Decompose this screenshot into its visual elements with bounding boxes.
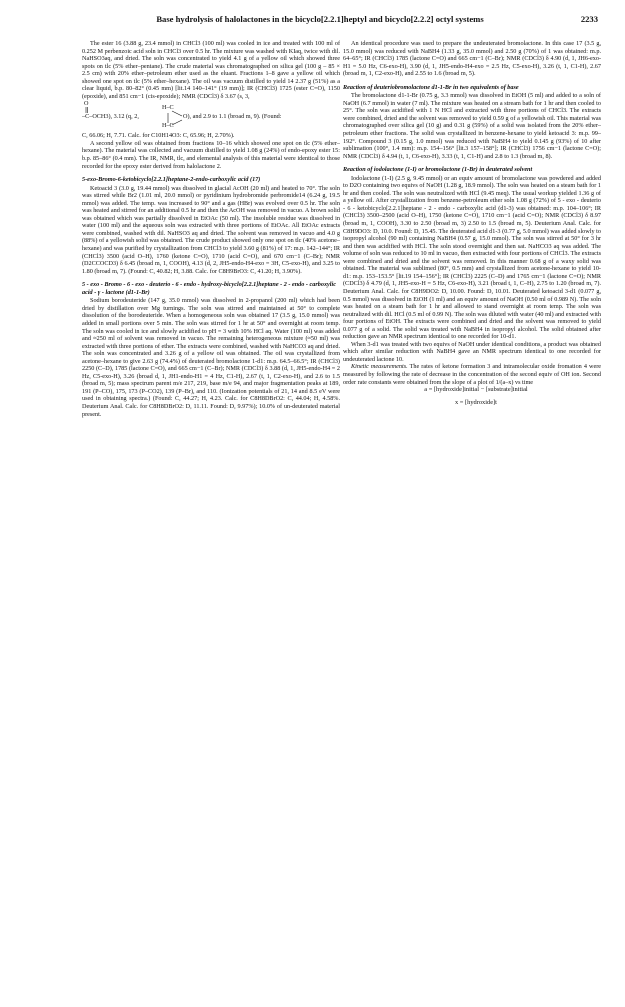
paragraph-undeuterated-bromolactone: An identical procedure was used to prepare the undeuterated bromolactone. In this case 17 (3.5 g, 15.0 mmol) was reduced with NaBH4 (1.33 g, 35.0 mmol) and 2.50 g (70%) of 1 was obtained: m.p. 64–65°; IR (CHCl3) 1785 (lactone C=O) and 665 cm−1 (C–Br); NMR (CDCl3) δ 4.90 (d, 1, JH6-exo-H1 = 5.0 Hz, C6-exo-H), 3.90 (d, 1, JH5-endo-H4-exo = 2.5 Hz, C5-exo-H), 3.26 (t, 1, C1-H), 2.67 (broad m, 1, C2-exo-H), and 2.55 to 1.6 (broad m, 5).: [343, 40, 601, 78]
equation-a: a = [hydroxide]initial − [substrate]initial: [424, 386, 528, 394]
section-heading-deuterio-lactone: 5 - exo - Bromo - 6 - exo - deuterio - 6 - endo - hydroxy-bicyclo[2.2.1]heptane - 2 - endo - carboxylic acid - γ - lactone (d1-1-Br): [82, 281, 336, 296]
paragraph-endo-epoxy-ester: A second yellow oil was obtained from fractions 10–16 which showed one spot on tlc (5% ether–hexane). The material was collected and vacuum distilled to yield 1.08 g (24%) of endo-epoxy ester 15: b.p. 85–86° (0.4 mm). The IR, NMR, tlc, and elemental analysis of this material were identical to those recorded for the epoxy ester derived from halolactone 2.: [82, 139, 340, 170]
paragraph-base-reaction: The bromolactone d1-1-Br (0.75 g, 3.3 mmol) was dissolved in EtOH (5 ml) and added to a soln of NaOH (6.7 mmol) in water (7 ml). The mixture was heated on a stream bath for 1 hr and then cooled to 25°. The soln was acidified with 1 N HCl and extracted with three portions of CHCl3. The extracts were combined, dried and the solvent was removed to yield 0.59 g of a yellowish oil. This material was chromatographed over silica gel (10 g) and 0.31 g (59%) of a solid was isolated from the 20% ether–petroleum ether fractions. The solid was crystallized in benzene-hexane to yield ketoacid 3: m.p. 99–192°. Compound 3 (0.15 g, 1.0 mmol) was reduced with NaBH4 to yield 0.145 g (93%) of 10 after sublimation (100°, 1.4 mm): m.p. 154–156° [lit.3 157–158°]; IR (CHCl3) 1756 cm−1 (lactone C=O); NMR (CDCl3) δ 4.94 (t, 1, C6-exo-H), 3.33 (t, 1, C1-H) and 2.8 to 1.3 (broad m, 8).: [343, 92, 601, 160]
paragraph-epoxy-ester: The ester 16 (3.88 g, 23.4 mmol) in CHCl3 (100 ml) was cooled in ice and treated with 100 ml of 0.252 M perbenzoic acid soln in CHCl3 over 0.5 hr. The mixture was washed with KIaq, twice with dil. NaHSO3aq, and dried. The soln was concentrated to yield 4.1 g of a yellow oil which showed three spots on tlc (5% ether–pentane). The crude material was chromatographed on silica gel (100 g – 85 × 2.5 cm) with 20% ether–petroleum ether used as the eluant. Fractions 1–8 gave a yellow oil which showed one spot on tlc (5% ether–hexane). The oil was vacuum distilled to yield 14 2.37 g (51%) as a clear liquid, b.p. 80–82° (0.45 mm) [lit.14 140–141° (19 mm)]; IR (CHCl3) 1725 (ester C=O), 1150 (epoxide), and 851 cm−1 (cis-epoxide); NMR (CDCl3) δ 3.67 (s, 3,: [82, 40, 340, 100]
carbonyl-oxygen-label: O: [84, 100, 89, 108]
epoxide-bottom-carbon-label: H–C: [162, 122, 174, 130]
kinetic-text: The rates of ketone formation 3 and intramolecular oxide fromation 4 were measured by following the rate of decrease in the concentration of the second equiv of OH ion. Second order rate constants were obtained from the slope of a plot of 1/(a–x) vs time: [343, 363, 601, 386]
section-heading-two-equivalents-base: Reaction of deuteriobromolactone d1-1-Br in two equivalents of base: [343, 83, 519, 91]
page-number: 2233: [580, 14, 598, 24]
right-column: [343, 40, 601, 990]
paragraph-analysis: C, 66.06; H, 7.71. Calc. for C10H14O3: C, 65.96; H, 2.70%).: [82, 132, 235, 140]
paragraph-kinetic-measurements: [343, 363, 601, 386]
paragraph-ketoacid-bromination: Ketoacid 3 (3.0 g, 19.44 mmol) was dissolved in glacial AcOH (20 ml) and heated to 70°. The soln was stirred while Br2 (1.01 ml, 20.0 mmol) or pyridinium hydrobromide perbromide14 (6.24 g, 19.5 mmol) was added. The temp. was increased to 90° and a gas (HBr) was evolved over 0.5 hr. The soln was heated and stirred for an additional 0.5 hr and then the AcOH was removed in vacuo. A brown solid was obtained which was partially dissolved in EtOAc (50 ml). The insoluble residue was dissolved in water (100 ml) and the aqueous soln was extracted with three portions of EtOAc. All EtOAc extracts were combined, washed with dil. NaHSO3 aq and dried. The solvent was removed in vacuo and 4.0 g (88%) of a yellowish solid was obtained. The crude product showed only one spot on tlc (40% acetone–hexane) and was purified by crystallization from CHCl3 to yield 3.60 g (81%) of 17: m.p. 142–144°; IR (CHCl3) 3500 (acid O–H), 1760 (ketone C=O), 1710 (acid C=O), and 670 cm−1 (C–Br); NMR (D2CCOCD3) δ 6.45 (broad m, 1, COOH), 4.13 (d, 2, JH5-endo-H4-exo = 3H, C5-exo-H), and 3.25 to 1.80 (broad m, 7). (Found: C, 40.82; H, 3.88. Calc. for C8H9BrO3: C, 41.20; H, 3.90%).: [82, 184, 340, 275]
section-heading-bromo-ketobicyclo: 5-exo-Bromo-6-ketobicyclo[2.2.1]heptane-2-endo-carboxylic acid (17): [82, 176, 261, 184]
epoxide-top-carbon-label: H–C: [162, 104, 174, 112]
equation-x: x = [hydroxide]t: [455, 398, 497, 406]
running-title: Base hydrolysis of halolactones in the bicyclo[2.2.1]heptyl and bicyclo[2.2.2] octyl systems: [156, 14, 484, 24]
epoxide-ester-structure: [82, 101, 340, 131]
paragraph-two-equivs-naoh: When 3-d1 was treated with two equivs of NaOH under identical conditions, a product was obtained which after similar reduction with NaBH4 gave an NMR spectrum identical to one recorded for undeuterated lactone 10.: [343, 340, 601, 363]
paragraph-deuterated-solvent-reaction: Iodolactone (1-I) (2.5 g, 9.45 mmol) or an equiv amount of bromolactone was powdered and added to D2O containing two equivs of NaOH (1.28 g, 18.9 mmol). The soln was heated on a steam bath for 1 hr and then cooled. The soln was neutralized with HCl (9.45 meq). The usual workup yielded 1.36 g of a yellow oil. After crystallization from benzene-petroleum ether soln 1.08 g (72%) of 5 - exo - deuterio - 6 - ketobicyclo[2.2.1]heptane - 2 - endo - carboxylic acid (d1-3) was obtained: m.p. 104–106°; IR (CHCl3) 3500–2500 (acid O–H), 1750 (ketone C=O), 1710 cm−1 (acid C=O); NMR (CDCl3) δ 8.97 (broad m, 1, COOH), 3.30 to 2.50 (broad m, 3) 2.50 to 1.5 (broad m, 5). Deuterium Anal. Calc. for C8H9DO3: D, 10.0. Found: D, 15.45. The deuterated acid d1-3 (0.77 g, 5.0 mmol) was added slowly to isopropyl alcohol (90 ml) containing NaBH4 (0.57 g, 15.0 mmol). The soln was stirred at 50° for 3 hr and then was acidified with HCl. The soln stood overnight and then sat. NaHCO3 aq was added. The volume of soln was reduced to 10 ml in vacuo, then extracted with four portions of CHCl3. The extracts were combined and dried and the solvent was removed. In this manner 0.68 g of a waxy solid was obtained. The material was sublimed (80°, 0.5 mm) and crystallized from acetone-hexane to yield 10-d1: m.p. 153–153.5° [lit.19 154–156°]; IR (CHCl3) 2225 (C–D) and 1765 cm−1 (lactone C=O); NMR (CDCl3) δ 4.79 (d, 1, JH5-exo-H = 5 Hz, C6-exo-H), 3.21 (broad t, 1, C–H), 2.75 to 1.20 (broad m, 7). Deuterium Anal. Calc. for C8H9DO2: D, 10.00. Found: D, 10.01. Deuterated ketoacid 3-d1 (0.077 g, 0.5 mmol) was dissolved in EtOH (1 ml) and an equiv amount of NaOH (0.50 ml of 0.989 N). The soln was heated on a steam bath for 1 hr and allowed to stand overnight at room temp. The soln was neutralized with dil. HCl (0.5 ml of 0.99 N). The soln was diluted with water (40 ml) and extracted with four portions of EtOH. The extracts were combined and dried and the solvent was removed to yield 0.077 g of a solid. The solid was treated with NaBH4 in isopropyl alcohol. The solid obtained after reduction gave an NMR spectrum identical to one recorded for 10-d1.: [343, 174, 601, 341]
paragraph-borodeuteride-reduction: Sodium borodeuteride (147 g, 35.0 mmol) was dissolved in 2-propanol (200 ml) which had been dried by distillation over Mg turnings. The soln was stirred and maintained at 50° to complete dissolution of the borodeuteride. When a homogeneous soln was obtained 17 (3.5 g, 15.0 mmol) was added in small portions over 5 min. The soln was stirred for 1 hr at 50° and overnight at room temp. The soln was cooled in ice and slowly acidified to pH = 3 with 10% HCl aq. Water (100 ml) was added and ≈250 ml of solvent was removed in vacuo. The remaining heterogeneous mixture (≈50 ml) was extracted with three portions of ether. The extracts were combined, washed with NaHCO3 aq and dried. The soln was concentrated and 3.26 g of a yellow oil was obtained. The oil was crystallized from acetone–hexane to give 2.63 g (74.4%) of deuterated bromolactone 1-d1: m.p. 64.5–66.5°; IR (CHCl3) 2250 (C–D), 1785 (lactone C=O), and 665 cm−1 (C–Br); NMR (CDCl3) δ 3.88 (d, 1, JH5-endo-H4 = 2 Hz, C5-exo-H), 3.26 (broad d, 1, JH1-endo-H1 = 4 Hz, C1-H), 2.67 (t, 1, C2-exo-H), and 2.6 to 1.5 (broad m, 5); mass spectrum parent m/e 217, 219, base m/e 94, and major fragmentation peaks at 189, 191 (P–CO), 175, 173 (P–CO2), 139 (P–Br), and 110. (Ionization potentials of 21, 14 and 8.5 eV were used in obtaining spectra.) (Found: C, 44.27; H, 4.23. Calc. for C8H8DBrO2: C, 44.04; H, 4.58%. Deuterium Anal. Calc. for C8H8DBrO2: D, 11.11. Found: D, 9.97%); 10.0% of un-deuterated material present.: [82, 297, 340, 418]
kinetic-lead-in: Kinetic measurements.: [351, 363, 408, 371]
running-header: [82, 14, 598, 28]
ester-group-label: –C–OCH3), 3.12 (q, 2,: [82, 113, 139, 121]
epoxide-oxygen-label: O), and 2.9 to 1.1 (broad m, 9). (Found:: [183, 113, 282, 121]
section-heading-deuterated-solvent: Reaction of iodolactone (1-I) or bromolactone (1-Br) in deuterated solvent: [343, 166, 533, 174]
left-column: [82, 40, 340, 990]
